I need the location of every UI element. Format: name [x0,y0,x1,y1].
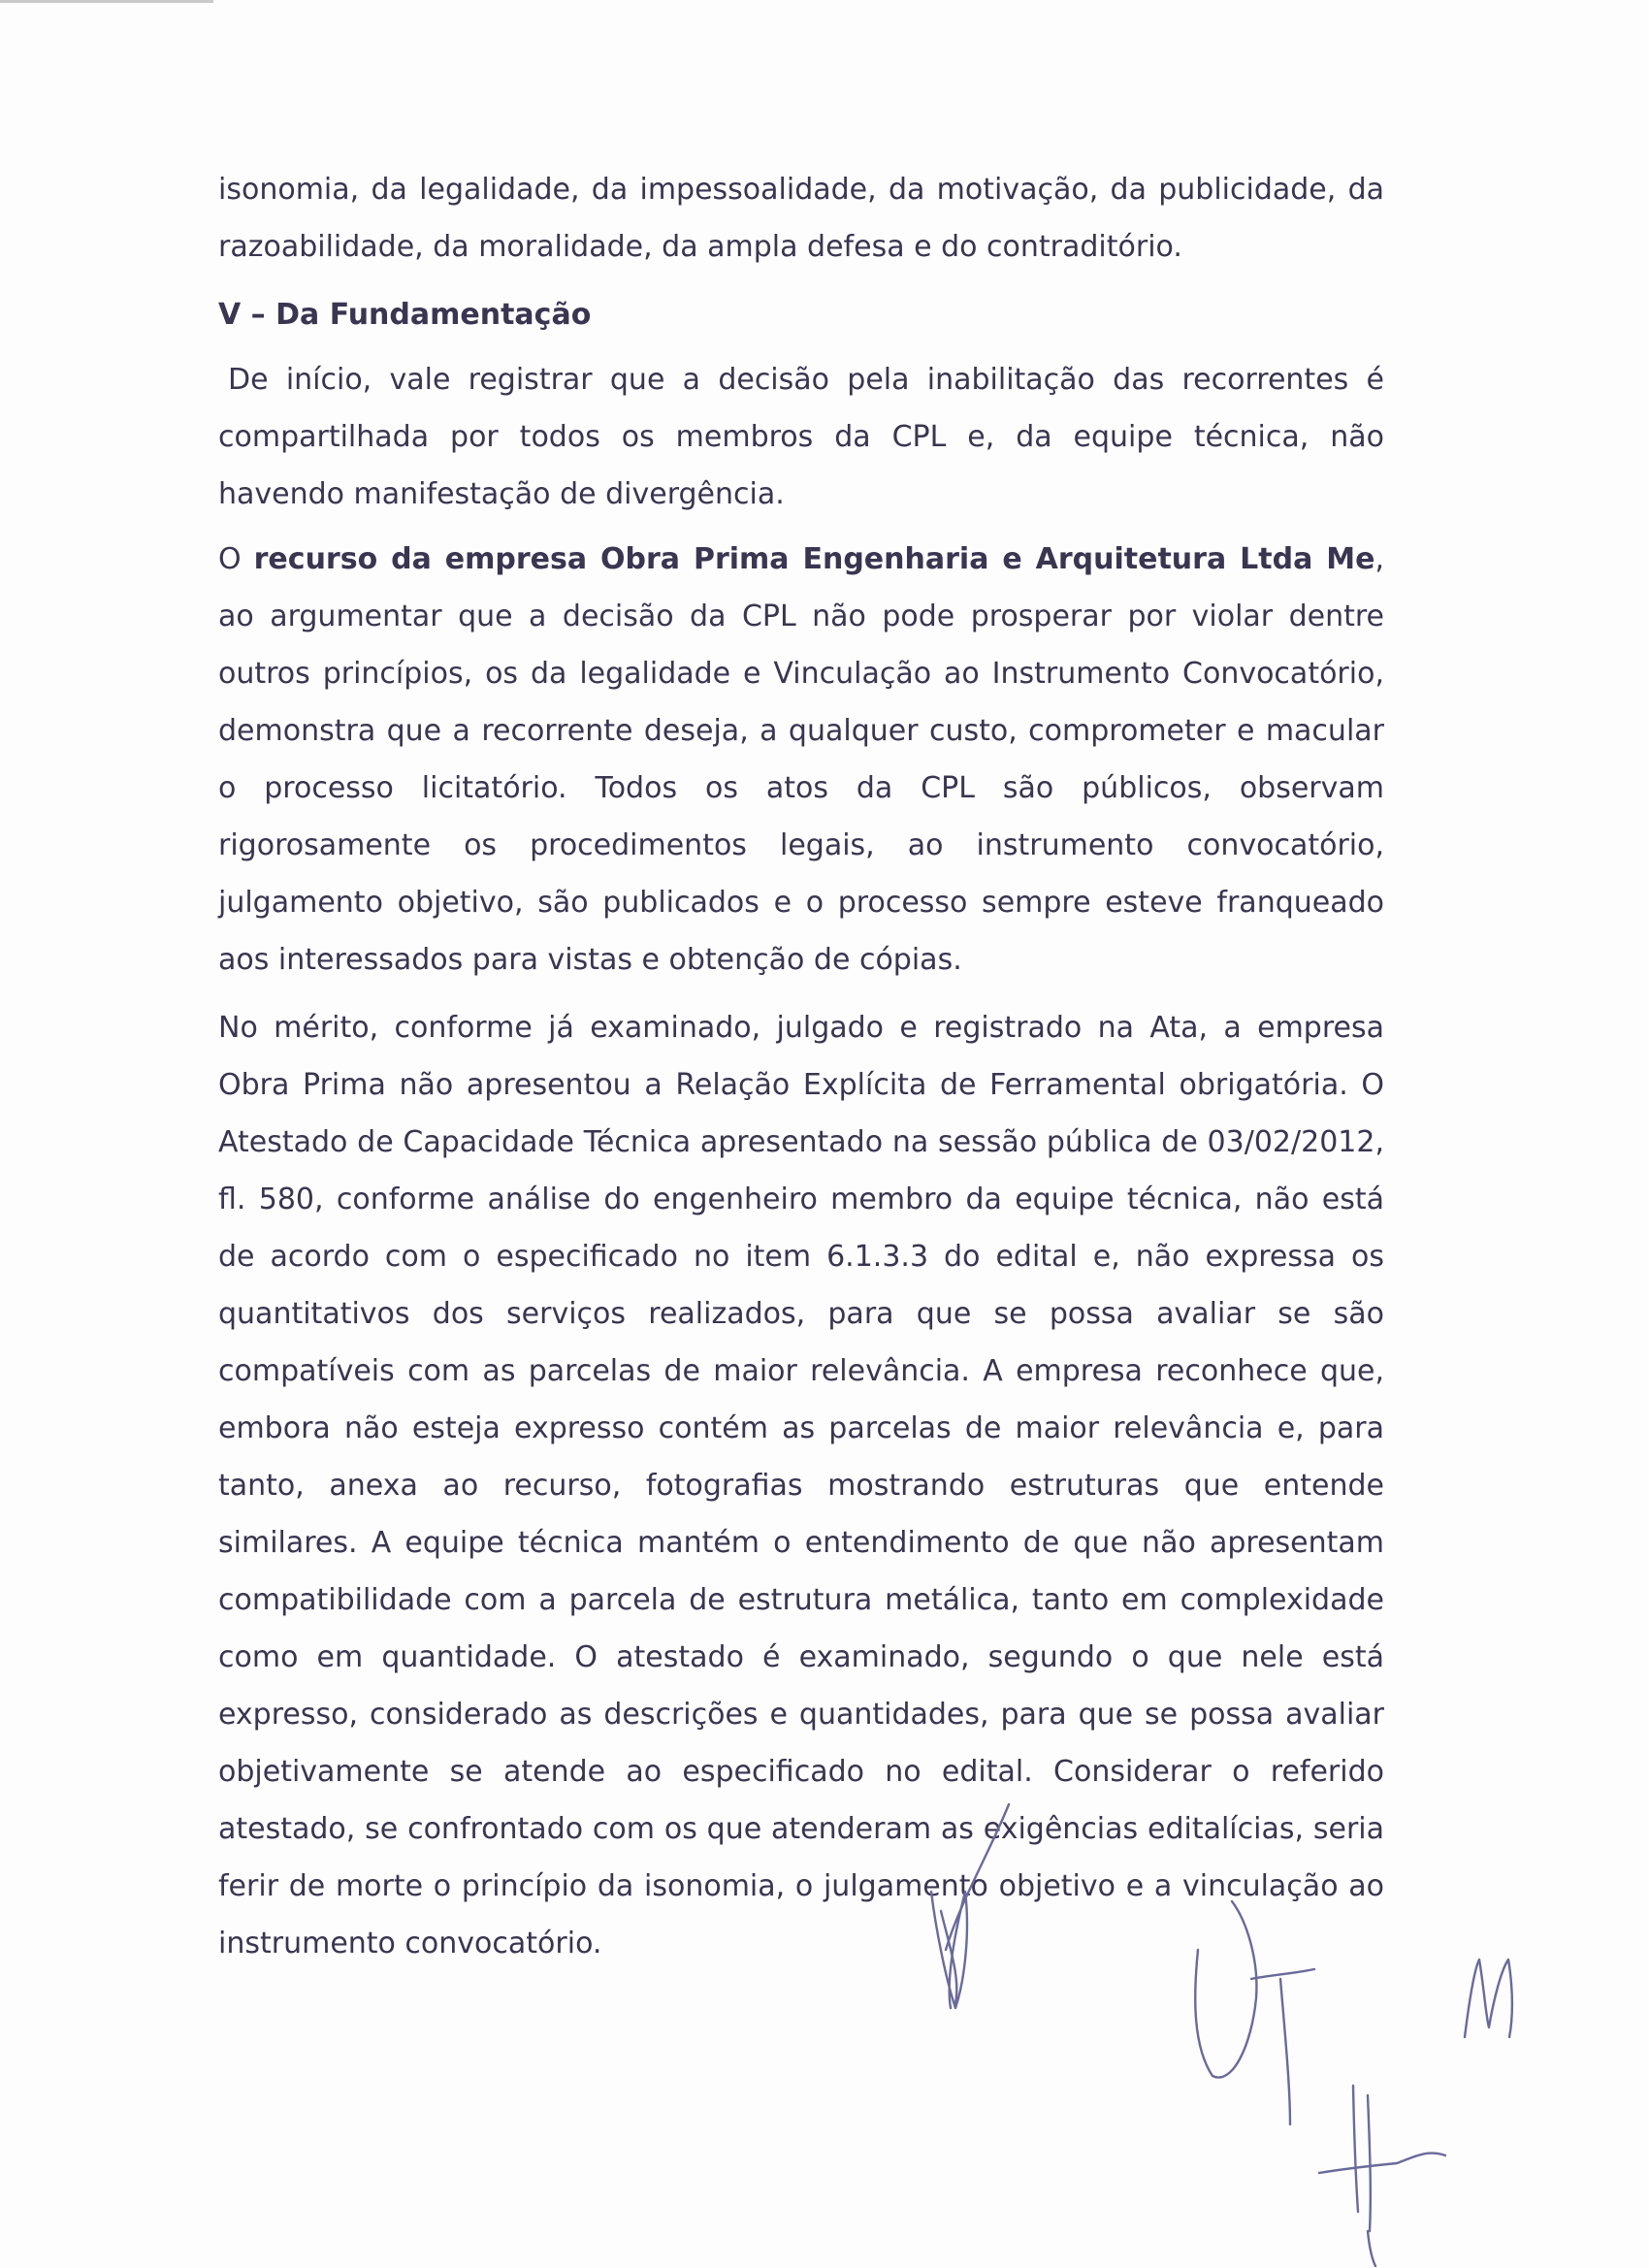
paragraph-intro [218,161,1384,275]
recurso-bold-text: recurso da empresa Obra Prima Engenharia e Arquitetura Ltda Me [253,542,1375,576]
paragraph-recurso-text [218,531,1384,988]
paragraph-decision-text: De início, vale registrar que a decisão pela inabilitação das recorrentes é compartilhada por todos os membros da CPL e, da equipe técnica, não havendo manifestação de divergência. [218,363,1384,511]
section-heading: V – Da Fundamentação [218,298,592,332]
paragraph-merito [218,999,1384,1972]
paragraph-decision [218,351,1384,523]
recurso-rest: , ao argumentar que a decisão da CPL não pode prosperar por violar dentre outros princípios, os da legalidade e Vinculação ao Instrumento Convocatório, demonstra que a recorrente deseja, a qualquer custo, comprometer e macular o processo licitatório. Todos os atos da CPL são públicos, observam rigorosamente os procedimentos legais, ao instrumento convocatório, julgamento objetivo, são publicados e o processo sempre esteve franqueado aos interessados para vistas e obtenção de cópias. [218,542,1384,977]
recurso-prefix: O [218,542,254,576]
signature-initial-4 [1319,2086,1445,2266]
paragraph-merito-text: No mérito, conforme já examinado, julgado e registrado na Ata, a empresa Obra Prima não apresentou a Relação Explícita de Ferramental obrigatória. O Atestado de Capacidade Técnica apresentado na sessão pública de 03/02/2012, fl. 580, conforme análise do engenheiro membro da equipe técnica, não está de acordo com o especificado no item 6.1.3.3 do edital e, não expressa os quantitativos dos serviços realizados, para que se possa avaliar se são compatíveis com as parcelas de maior relevância. A empresa reconhece que, embora não esteja expresso contém as parcelas de maior relevância e, para tanto, anexa ao recurso, fotografias mostrando estruturas que entende similares. A equipe técnica mantém o entendimento de que não apresentam compatibilidade com a parcela de estrutura metálica, tanto em complexidade como em quantidade. O atestado é examinado, segundo o que nele está expresso, considerado as descrições e quantidades, para que se possa avaliar objetivamente se atende ao especificado no edital. Considerar o referido atestado, se confrontado com os que atenderam as exigências editalícias, seria ferir de morte o princípio da isonomia, o julgamento objetivo e a vinculação ao instrumento convocatório. [218,1011,1384,1960]
paragraph-recurso [218,531,1384,988]
signature-initial-3 [1465,1960,1512,2037]
scan-edge-line [0,0,213,3]
paragraph-intro-text: isonomia, da legalidade, da impessoalidade, da motivação, da publicidade, da razoabilidade, da moralidade, da ampla defesa e do contraditório. [218,173,1384,264]
